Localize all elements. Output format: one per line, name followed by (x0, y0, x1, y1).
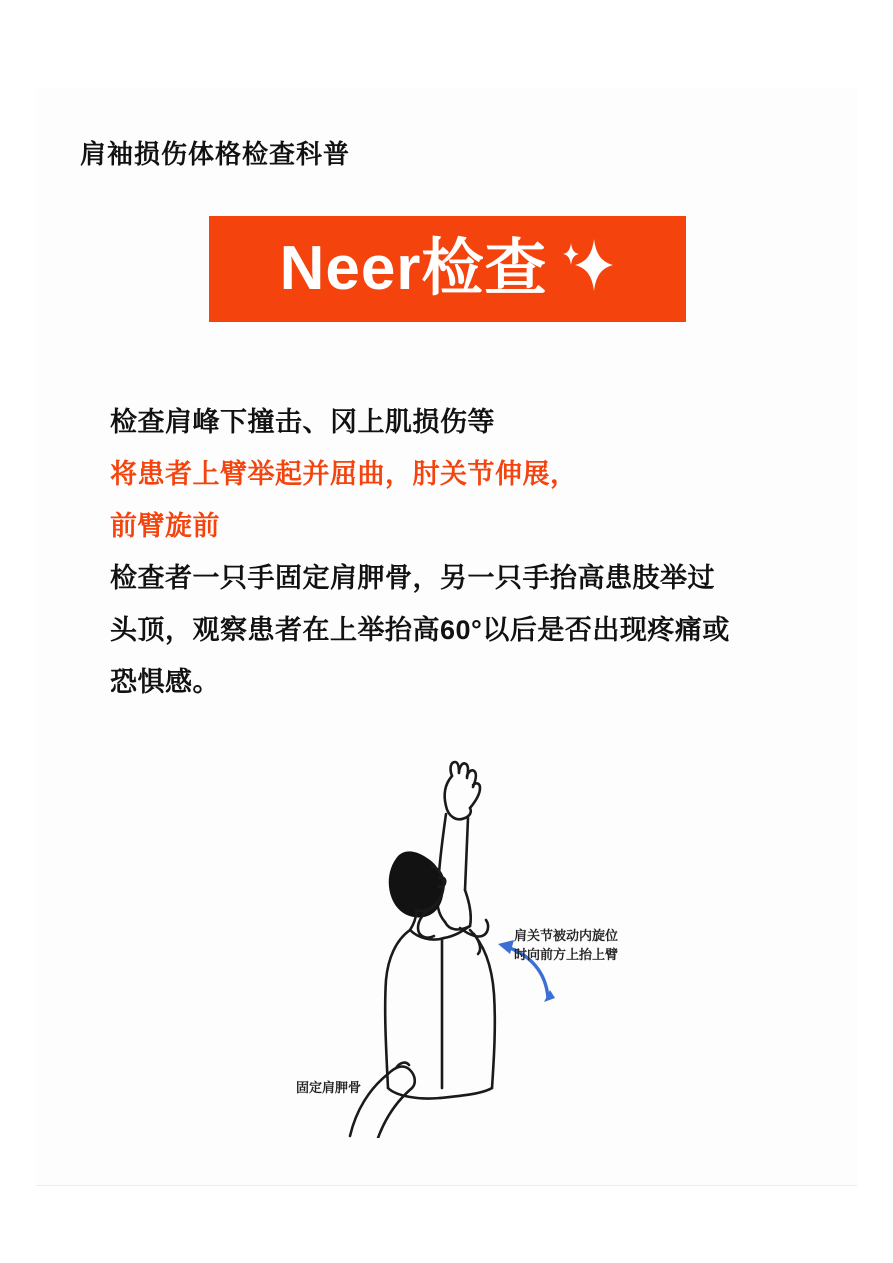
article-body (110, 396, 790, 708)
banner-heading (209, 216, 686, 322)
body-line-2: 将患者上臂举起并屈曲，肘关节伸展， (110, 459, 578, 489)
page-title: 肩袖损伤体格检查科普 (80, 139, 351, 169)
body-paragraph: 检查者一只手固定肩胛骨，另一只手抬高患肢举过头顶，观察患者在上举抬高60°以后是否出现疼痛或恐惧感。 (110, 563, 730, 697)
figure-caption-right-line1: 肩关节被动内旋位 (514, 928, 619, 943)
banner-label: Neer检查 (279, 234, 548, 303)
figure-caption-right-line2: 时向前方上抬上臂 (514, 947, 619, 962)
illustration-figure (246, 758, 666, 1138)
article-page (36, 88, 857, 1186)
figure-caption-left: 固定肩胛骨 (296, 1080, 362, 1095)
body-line-3: 前臂旋前 (110, 511, 220, 541)
figure-caption-right (514, 926, 618, 964)
body-line-1: 检查肩峰下撞击、冈上肌损伤等 (110, 407, 495, 437)
sparkle-icon (561, 237, 615, 302)
